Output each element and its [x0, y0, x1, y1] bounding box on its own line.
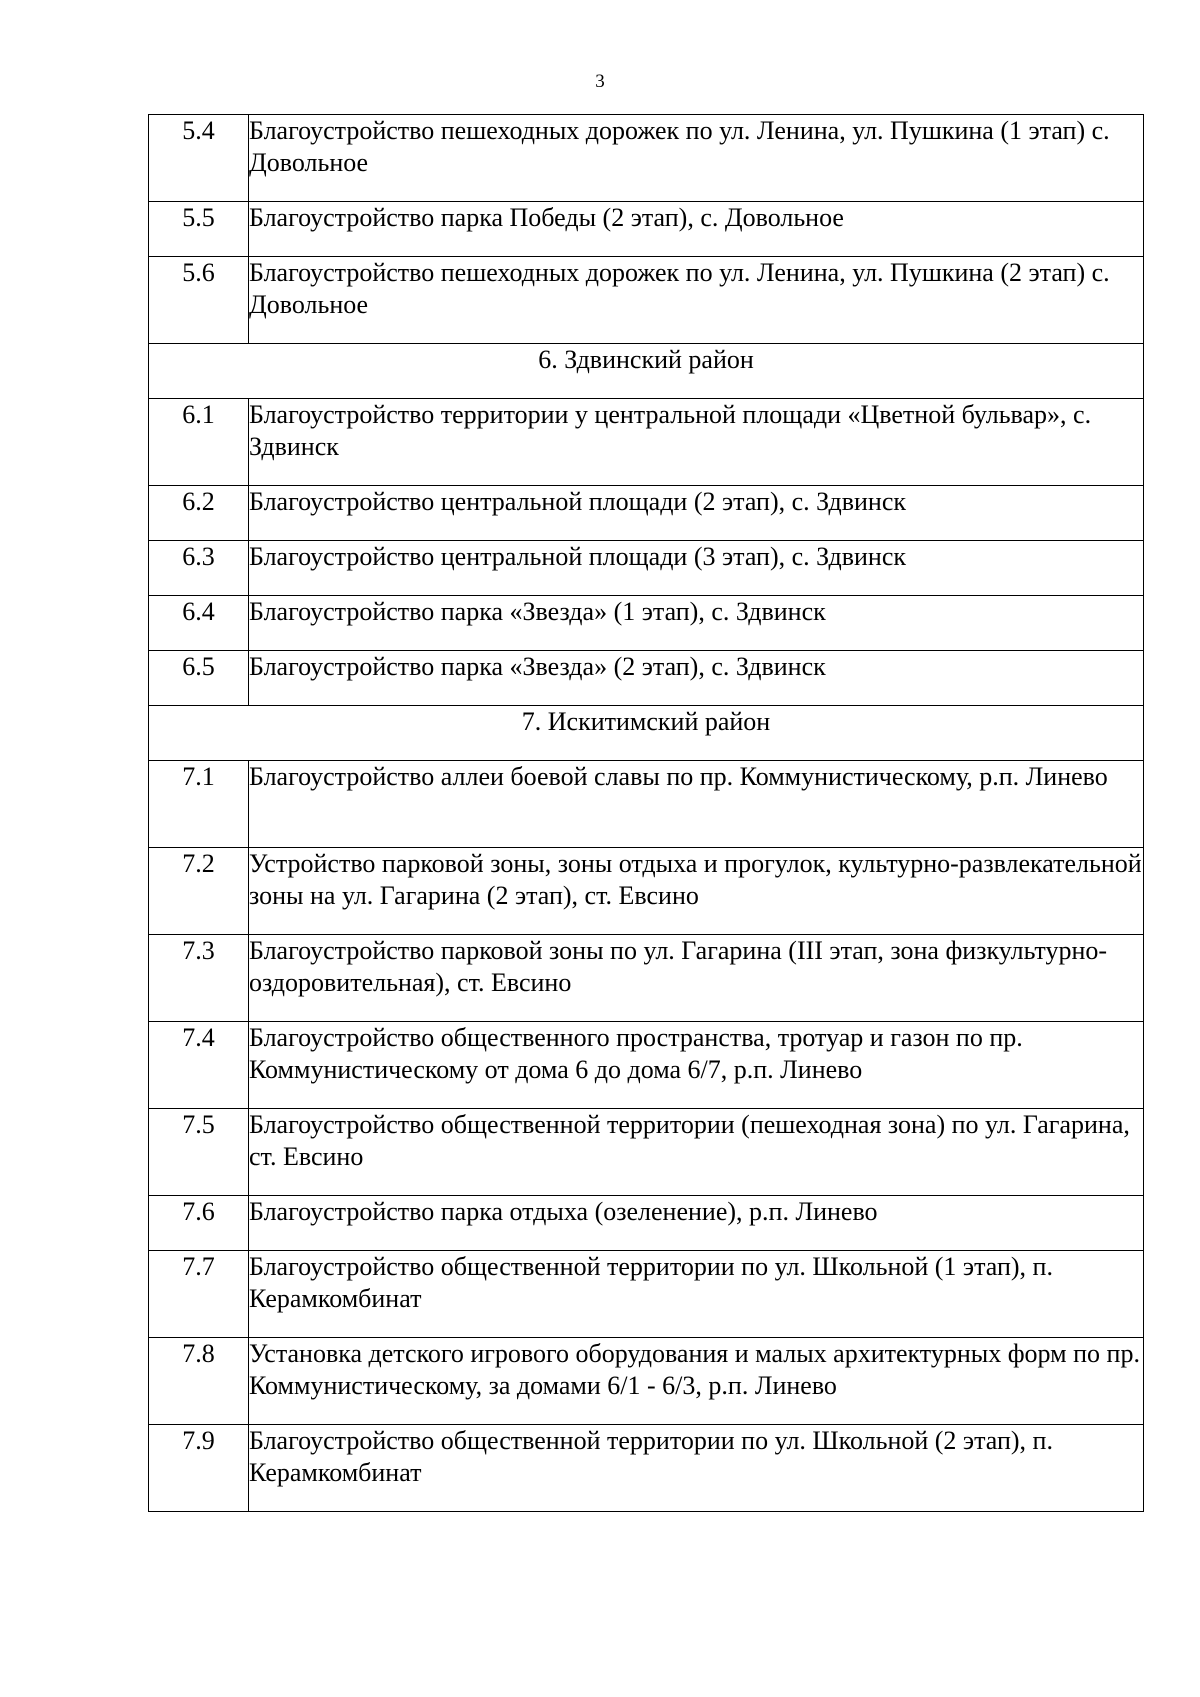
item-number: 6.4 [149, 596, 249, 651]
item-description: Благоустройство парка «Звезда» (1 этап), с. Здвинск [249, 596, 1144, 651]
item-number: 5.4 [149, 115, 249, 202]
item-number: 5.6 [149, 257, 249, 344]
table-row [149, 1022, 1144, 1109]
section-row [149, 344, 1144, 399]
table-row [149, 651, 1144, 706]
item-number: 6.3 [149, 541, 249, 596]
item-number: 7.2 [149, 848, 249, 935]
page-number: 3 [595, 71, 605, 92]
table-row [149, 202, 1144, 257]
table-row [149, 486, 1144, 541]
item-description: Благоустройство пешеходных дорожек по ул. Ленина, ул. Пушкина (1 этап) с. Довольное [249, 115, 1144, 202]
table-row [149, 1251, 1144, 1338]
table-row [149, 1109, 1144, 1196]
item-description: Благоустройство общественной территории (пешеходная зона) по ул. Гагарина, ст. Евсино [249, 1109, 1144, 1196]
table-row [149, 1425, 1144, 1512]
section-heading: 6. Здвинский район [149, 344, 1144, 399]
items-table [148, 114, 1144, 1512]
item-description: Благоустройство общественной территории по ул. Школьной (2 этап), п. Керамкомбинат [249, 1425, 1144, 1512]
item-description: Благоустройство аллеи боевой славы по пр. Коммунистическому, р.п. Линево [249, 761, 1144, 848]
item-description: Благоустройство общественного пространства, тротуар и газон по пр. Коммунистическому от дома 6 до дома 6/7, р.п. Линево [249, 1022, 1144, 1109]
item-description: Благоустройство общественной территории по ул. Школьной (1 этап), п. Керамкомбинат [249, 1251, 1144, 1338]
item-number: 6.2 [149, 486, 249, 541]
item-description: Благоустройство парка «Звезда» (2 этап), с. Здвинск [249, 651, 1144, 706]
item-description: Благоустройство парка Победы (2 этап), с. Довольное [249, 202, 1144, 257]
table-row [149, 1338, 1144, 1425]
table-row [149, 596, 1144, 651]
item-number: 6.1 [149, 399, 249, 486]
item-description: Устройство парковой зоны, зоны отдыха и прогулок, культурно-развлекательной зоны на ул. Гагарина (2 этап), ст. Евсино [249, 848, 1144, 935]
item-number: 7.6 [149, 1196, 249, 1251]
item-number: 7.5 [149, 1109, 249, 1196]
item-description: Благоустройство парка отдыха (озеленение), р.п. Линево [249, 1196, 1144, 1251]
item-description: Благоустройство парковой зоны по ул. Гагарина (III этап, зона физкультурно-оздоровительная), ст. Евсино [249, 935, 1144, 1022]
table-row [149, 115, 1144, 202]
table-row [149, 257, 1144, 344]
item-number: 7.7 [149, 1251, 249, 1338]
item-number: 6.5 [149, 651, 249, 706]
table-row [149, 541, 1144, 596]
table-row [149, 848, 1144, 935]
item-number: 7.9 [149, 1425, 249, 1512]
item-number: 7.8 [149, 1338, 249, 1425]
table-row [149, 761, 1144, 848]
table-row [149, 399, 1144, 486]
item-description: Благоустройство центральной площади (2 этап), с. Здвинск [249, 486, 1144, 541]
item-number: 7.3 [149, 935, 249, 1022]
item-description: Установка детского игрового оборудования и малых архитектурных форм по пр. Коммунистическому, за домами 6/1 - 6/3, р.п. Линево [249, 1338, 1144, 1425]
table-row [149, 1196, 1144, 1251]
item-number: 5.5 [149, 202, 249, 257]
item-description: Благоустройство территории у центральной площади «Цветной бульвар», с. Здвинск [249, 399, 1144, 486]
item-description: Благоустройство центральной площади (3 этап), с. Здвинск [249, 541, 1144, 596]
section-heading: 7. Искитимский район [149, 706, 1144, 761]
table-row [149, 935, 1144, 1022]
section-row [149, 706, 1144, 761]
item-number: 7.1 [149, 761, 249, 848]
item-number: 7.4 [149, 1022, 249, 1109]
item-description: Благоустройство пешеходных дорожек по ул. Ленина, ул. Пушкина (2 этап) с. Довольное [249, 257, 1144, 344]
